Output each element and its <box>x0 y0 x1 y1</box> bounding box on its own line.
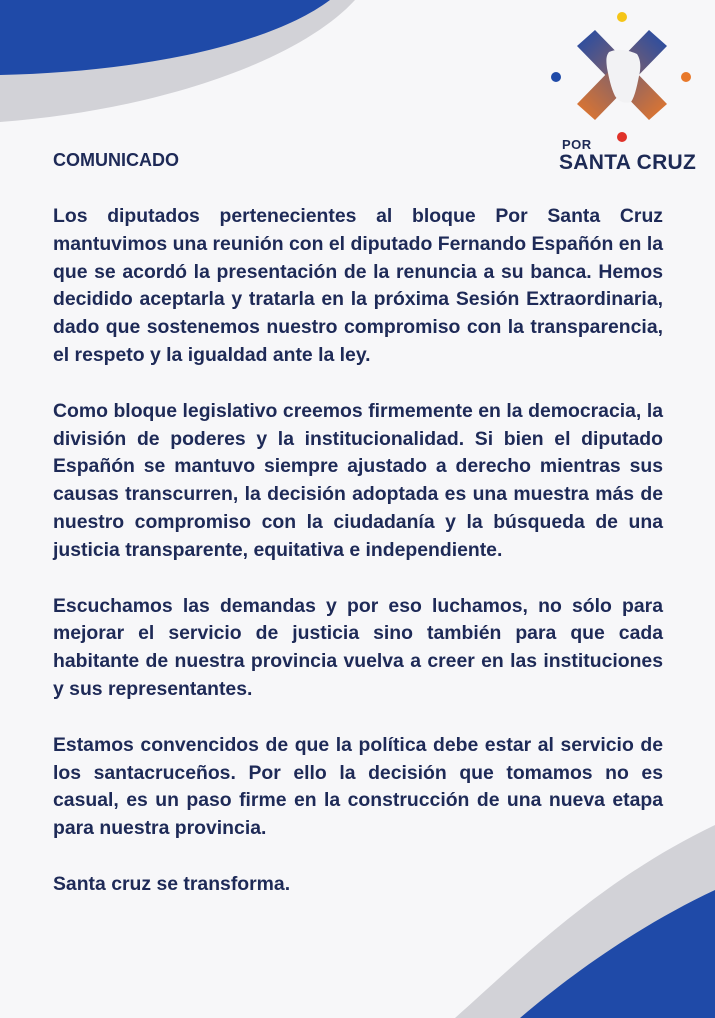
communique-body <box>53 203 663 927</box>
paragraph-1: Los diputados pertenecientes al bloque Por Santa Cruz mantuvimos una reunión con el diputado Fernando Españón en la que se acordó la presentación de la renuncia a su banca. Hemos decidido aceptarla y tratarla en la próxima Sesión Extraordinaria, dado que sostenemos nuestro compromiso con la transparencia, el respeto y la igualdad ante la ley. <box>53 205 663 366</box>
logo-dot-blue <box>551 72 561 82</box>
page-title: COMUNICADO <box>53 150 179 170</box>
paragraph-2: Como bloque legislativo creemos firmemente en la democracia, la división de poderes y la institucionalidad. Si bien el diputado Españón se mantuvo siempre ajustado a derecho mientras sus causas transcurren, la decisión adoptada es una muestra más de nuestro compromiso con la ciudadanía y la búsqueda de una justicia transparente, equitativa e independiente. <box>53 399 663 561</box>
logo-dot-yellow <box>617 12 627 22</box>
logo-dot-red <box>617 132 627 142</box>
logo-text-santa-cruz: SANTA CRUZ <box>559 151 697 174</box>
logo-dot-orange <box>681 72 691 82</box>
paragraph-4: Estamos convencidos de que la política debe estar al servicio de los santacruceños. Por ello la decisión que tomamos no es casual, es un paso firme en la construcción de una nueva etapa para nuestra provincia. <box>53 733 663 840</box>
paragraph-3: Escuchamos las demandas y por eso luchamos, no sólo para mejorar el servicio de justicia sino también para que cada habitante de nuestra provincia vuelva a creer en las instituciones y sus representantes. <box>53 594 663 700</box>
closing-line: Santa cruz se transforma. <box>53 872 291 895</box>
logo-text-por: POR <box>562 137 592 152</box>
